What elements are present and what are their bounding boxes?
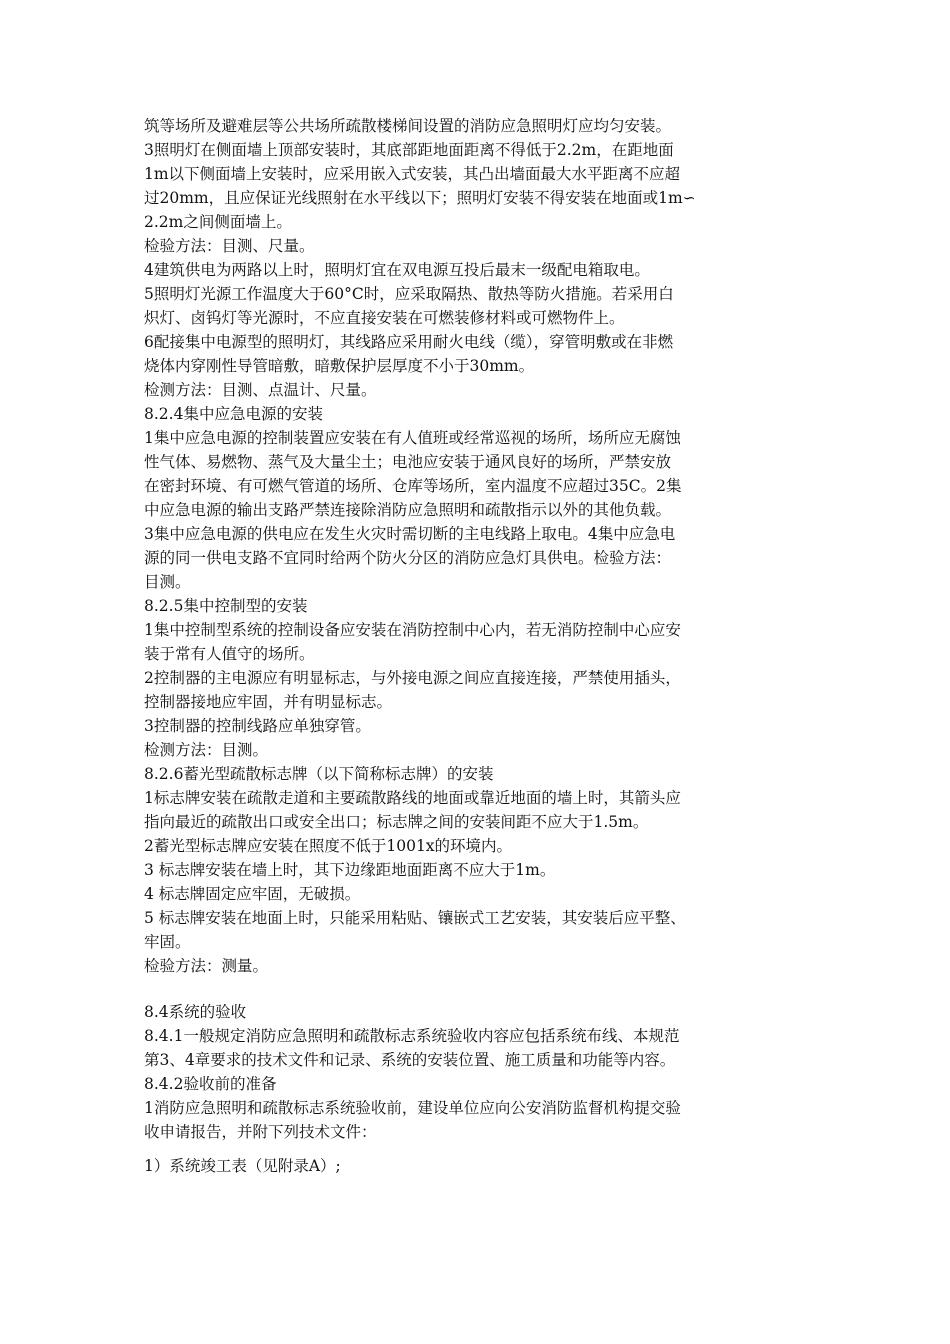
text-line: 5照明灯光源工作温度大于60°C时，应采取隔热、散热等防火措施。若采用白 (144, 285, 674, 303)
text-line: 1m以下侧面墙上安装时，应采用嵌入式安装，其凸出墙面最大水平距离不应超 (144, 165, 681, 183)
text-line: 6配接集中电源型的照明灯，其线路应采用耐火电线（缆），穿管明敷或在非燃 (144, 333, 674, 351)
text-line: 3控制器的控制线路应单独穿管。 (144, 717, 371, 735)
section-heading: 8.2.6蓄光型疏散标志牌（以下简称标志牌）的安装 (144, 765, 494, 783)
text-line: 目测。 (144, 573, 191, 591)
document-body (144, 114, 824, 1178)
text-block-list (144, 1154, 824, 1178)
text-line: 3照明灯在侧面墙上顶部安装时，其底部距地面距离不得低于2.2m，在距地面 (144, 141, 674, 159)
text-line: 1集中应急电源的控制装置应安装在有人值班或经常巡视的场所，场所应无腐蚀 (144, 429, 681, 447)
text-line: 过20mm，且应保证光线照射在水平线以下；照明灯安装不得安装在地面或1m∽ (144, 189, 696, 207)
text-line: 2蓄光型标志牌应安装在照度不低于1001x的环境内。 (144, 837, 513, 855)
text-line: 2控制器的主电源应有明显标志，与外接电源之间应直接连接，严禁使用插头， (144, 669, 681, 687)
section-heading: 8.4.2验收前的准备 (144, 1075, 277, 1093)
text-line: 源的同一供电支路不宜同时给两个防火分区的消防应急灯具供电。检验方法： (144, 549, 672, 567)
text-block-installation (144, 114, 824, 978)
text-line: 性气体、易燃物、蒸气及大量尘土；电池应安装于通风良好的场所，严禁安放 (144, 453, 672, 471)
paragraph-gap (144, 978, 824, 1000)
section-heading: 8.4系统的验收 (144, 1003, 247, 1021)
text-line: 5 标志牌安装在地面上时，只能采用粘贴、镶嵌式工艺安装，其安装后应平整、 (144, 909, 686, 927)
text-line: 4 标志牌固定应牢固，无破损。 (144, 885, 361, 903)
text-line: 检测方法：目测。 (144, 741, 269, 759)
text-line: 装于常有人值守的场所。 (144, 645, 315, 663)
text-line: 3集中应急电源的供电应在发生火灾时需切断的主电线路上取电。4集中应急电 (144, 525, 676, 543)
text-line: 牢固。 (144, 933, 191, 951)
text-line: 中应急电源的输出支路严禁连接除消防应急照明和疏散指示以外的其他负载。 (144, 501, 672, 519)
text-line: 检验方法：测量。 (144, 957, 269, 975)
text-line: 筑等场所及避难层等公共场所疏散楼梯间设置的消防应急照明灯应均匀安装。 (144, 117, 672, 135)
text-line: 8.4.1一般规定消防应急照明和疏散标志系统验收内容应包括系统布线、本规范 (144, 1027, 680, 1045)
text-line: 1消防应急照明和疏散标志系统验收前，建设单位应向公安消防监督机构提交验 (144, 1099, 681, 1117)
text-line: 收申请报告，并附下列技术文件： (144, 1123, 377, 1141)
list-item: 1）系统竣工表（见附录A）; (144, 1157, 341, 1175)
text-line: 4建筑供电为两路以上时，照明灯宜在双电源互投后最末一级配电箱取电。 (144, 261, 650, 279)
section-heading: 8.2.4集中应急电源的安装 (144, 405, 323, 423)
text-line: 控制器接地应牢固，并有明显标志。 (144, 693, 393, 711)
text-line: 检测方法：目测、点温计、尺量。 (144, 381, 377, 399)
text-line: 1标志牌安装在疏散走道和主要疏散路线的地面或靠近地面的墙上时，其箭头应 (144, 789, 681, 807)
text-line: 炽灯、卤钨灯等光源时，不应直接安装在可燃装修材料或可燃物件上。 (144, 309, 625, 327)
text-line: 指向最近的疏散出口或安全出口；标志牌之间的安装间距不应大于1.5m。 (144, 813, 649, 831)
section-heading: 8.2.5集中控制型的安装 (144, 597, 308, 615)
text-line: 在密封环境、有可燃气管道的场所、仓库等场所，室内温度不应超过35C。2集 (144, 477, 682, 495)
text-block-acceptance (144, 1000, 824, 1144)
text-line: 第3、4章要求的技术文件和记录、系统的安装位置、施工质量和功能等内容。 (144, 1051, 676, 1069)
text-line: 1集中控制型系统的控制设备应安装在消防控制中心内，若无消防控制中心应安 (144, 621, 681, 639)
text-line: 检验方法：目测、尺量。 (144, 237, 315, 255)
text-line: 2.2m之间侧面墙上。 (144, 213, 292, 231)
text-line: 烧体内穿刚性导管暗敷，暗敷保护层厚度不小于30mm。 (144, 357, 535, 375)
paragraph-gap (144, 1144, 824, 1154)
text-line: 3 标志牌安装在墙上时，其下边缘距地面距离不应大于1m。 (144, 861, 556, 879)
